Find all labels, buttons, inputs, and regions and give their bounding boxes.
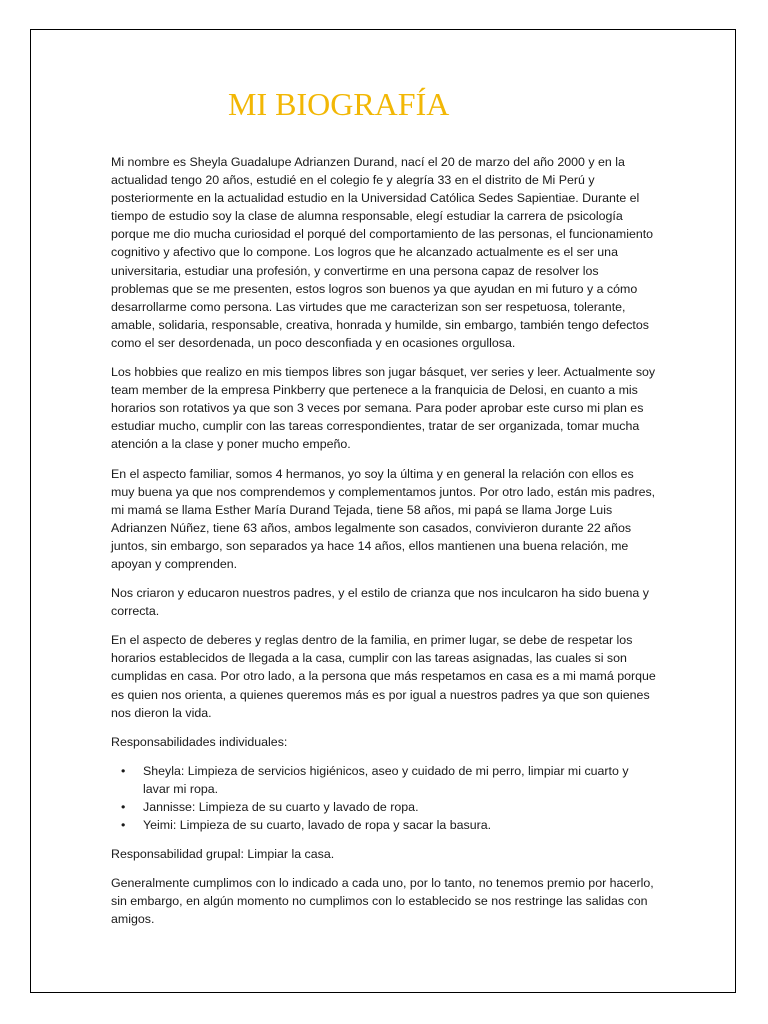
paragraph-conclusion: Generalmente cumplimos con lo indicado a cada uno, por lo tanto, no tenemos premio por hacerlo, sin embargo, en algún momento no cumplimos con lo establecido se nos restringe las salidas con amigos. xyxy=(111,876,654,927)
responsibilities-heading: Responsabilidades individuales: xyxy=(111,734,288,749)
bullet-icon: • xyxy=(121,818,126,833)
paragraph-group-responsibility: Responsabilidad grupal: Limpiar la casa. xyxy=(111,847,335,862)
page-title: MI BIOGRAFÍA xyxy=(228,86,450,122)
list-item xyxy=(121,816,657,834)
list-item xyxy=(121,762,657,798)
responsibilities-list xyxy=(111,762,657,834)
list-item xyxy=(121,798,657,816)
document-body xyxy=(111,153,657,940)
bullet-icon: • xyxy=(121,763,126,778)
paragraph-rules: En el aspecto de deberes y reglas dentro de la familia, en primer lugar, se debe de respetar los horarios establecidos de llegada a la casa, cumplir con las tareas asignadas, las cuales si son cumplidas en casa. Por otro lado, a la persona que más respetamos en casa es a mi mamá porque es quien nos orienta, a quienes queremos más es por igual a nuestros padres ya que son quienes nos dieron la vida. xyxy=(111,633,656,720)
paragraph-intro: Mi nombre es Sheyla Guadalupe Adrianzen Durand, nací el 20 de marzo del año 2000 y en la actualidad tengo 20 años, estudié en el colegio fe y alegría 33 en el distrito de Mi Perú y posteriormente en la actualidad estudio en la Universidad Católica Sedes Sapientiae. Durante el tiempo de estudio soy la clase de alumna responsable, elegí estudiar la carrera de psicología porque me dio mucha curiosidad el porqué del comportamiento de las personas, el funcionamiento cognitivo y afectivo que lo compone. Los logros que he alcanzado actualmente es el ser una universitaria, estudiar una profesión, y convertirme en una persona capaz de resolver los problemas que se me presenten, estos logros son buenos ya que ayudan en mi futuro y a cómo desarrollarme como persona. Las virtudes que me caracterizan son ser respetuosa, tolerante, amable, solidaria, responsable, creativa, honrada y humilde, sin embargo, también tengo defectos como el ser desordenada, un poco desconfiada y en ocasiones orgullosa. xyxy=(111,155,654,350)
paragraph-family: En el aspecto familiar, somos 4 hermanos, yo soy la última y en general la relación con ellos es muy buena ya que nos comprendemos y complementamos juntos. Por otro lado, están mis padres, mi mamá se llama Esther María Durand Tejada, tiene 58 años, mi papá se llama Jorge Luis Adrianzen Núñez, tiene 63 años, ambos legalmente son casados, convivieron durante 22 años juntos, sin embargo, son separados ya hace 14 años, ellos mantienen una buena relación, me apoyan y comprenden. xyxy=(111,466,656,571)
list-item-text: Jannisse: Limpieza de su cuarto y lavado de ropa. xyxy=(143,800,419,814)
list-item-text: Sheyla: Limpieza de servicios higiénicos, aseo y cuidado de mi perro, limpiar mi cuarto y lavar mi ropa. xyxy=(143,763,629,796)
paragraph-hobbies: Los hobbies que realizo en mis tiempos libres son jugar básquet, ver series y leer. Actualmente soy team member de la empresa Pinkberry que pertenece a la franquicia de Delosi, en cuanto a mis horarios son rotativos ya que son 3 veces por semana. Para poder aprobar este curso mi plan es estudiar mucho, cumplir con las tareas correspondientes, tratar de ser organizada, tomar mucha atención a la clase y poner mucho empeño. xyxy=(111,365,656,452)
paragraph-upbringing: Nos criaron y educaron nuestros padres, y el estilo de crianza que nos inculcaron ha sido buena y correcta. xyxy=(111,586,649,619)
list-item-text: Yeimi: Limpieza de su cuarto, lavado de ropa y sacar la basura. xyxy=(143,818,492,833)
bullet-icon: • xyxy=(121,800,126,814)
